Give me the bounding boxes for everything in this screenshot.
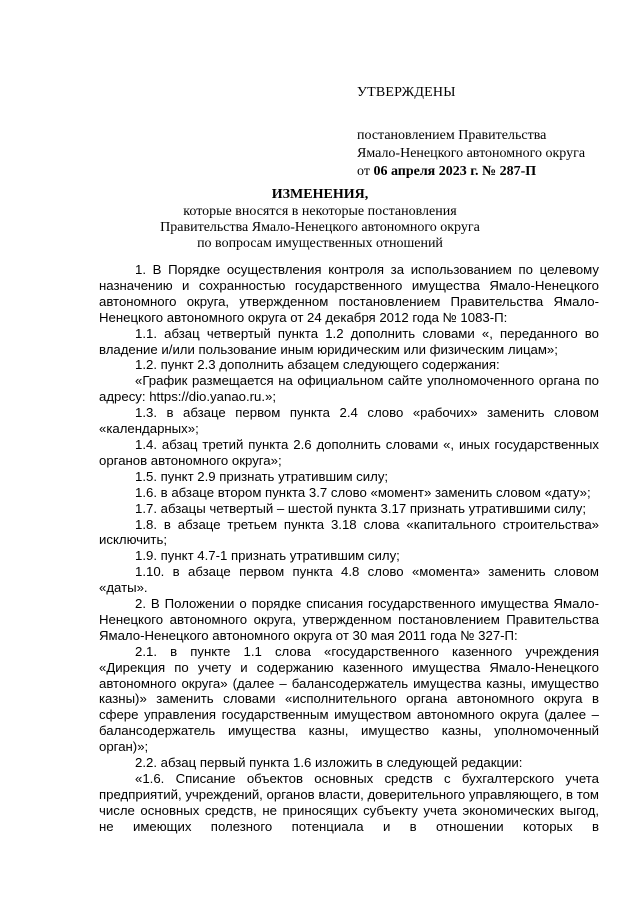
heading-line: Правительства Ямало-Ненецкого автономного округа — [160, 220, 480, 235]
paragraph-1-7: 1.7. абзацы четвертый – шестой пункта 3.17 признать утратившими силу; — [135, 500, 587, 516]
approval-date-number: 06 апреля 2023 г. № 287-П — [373, 164, 537, 179]
document-title: ИЗМЕНЕНИЯ, — [271, 187, 369, 202]
paragraph-2: 2. В Положении о порядке списания государственного имущества Ямало-Ненецкого автономного округа, утвержденном постановлением Правительства Ямало-Ненецкого автономного округа от 30 мая 2011 года № 327-П: — [99, 596, 599, 643]
paragraph-1-2-quote: «График размещается на официальном сайте уполномоченного органа по адресу: https://dio.yanao.ru.»; — [99, 373, 599, 405]
heading-line: которые вносятся в некоторые постановления — [183, 204, 457, 219]
approval-line-2: Ямало-Ненецкого автономного округа — [357, 146, 586, 161]
paragraph-1: 1. В Порядке осуществления контроля за использованием по целевому назначению и сохранностью государственного имущества Ямало-Ненецкого автономного округа, утвержденном постановлением Правительства Ямало-Ненецкого автономного округа от 24 декабря 2012 года № 1083-П: — [99, 262, 599, 325]
approval-date-prefix: от — [357, 164, 370, 179]
approval-date-line — [357, 163, 585, 181]
paragraph-1-8: 1.8. в абзаце третьем пункта 3.18 слова «капитального строительства» исключить; — [99, 516, 599, 548]
paragraph-1-2: 1.2. пункт 2.3 дополнить абзацем следующего содержания: — [135, 357, 500, 373]
paragraph-1-10: 1.10. в абзаце первом пункта 4.8 слово «момента» заменить словом «даты». — [99, 564, 599, 596]
document-body — [99, 262, 599, 835]
paragraph-1-5: 1.5. пункт 2.9 признать утратившим силу; — [135, 468, 389, 484]
paragraph-1-9: 1.9. пункт 4.7-1 признать утратившим силу; — [135, 548, 400, 564]
document-heading — [100, 187, 540, 252]
paragraph-1-4: 1.4. абзац третий пункта 2.6 дополнить словами «, иных государственных органов автономного округа»; — [99, 436, 599, 468]
paragraph-1-6: 1.6. в абзаце втором пункта 3.7 слово «момент» заменить словом «дату»; — [135, 484, 591, 500]
paragraph-1-1: 1.1. абзац четвертый пункта 1.2 дополнить словами «, переданного во владение и/или пользование иным юридическим или физическим лицам»; — [99, 325, 599, 357]
approval-line-1: постановлением Правительства — [357, 128, 547, 143]
approval-title: УТВЕРЖДЕНЫ — [357, 85, 456, 100]
approval-block — [357, 84, 585, 181]
paragraph-1-3: 1.3. в абзаце первом пункта 2.4 слово «рабочих» заменить словом «календарных»; — [99, 405, 599, 437]
paragraph-2-1: 2.1. в пункте 1.1 слова «государственного казенного учреждения «Дирекция по учету и содержанию казенного имущества Ямало-Ненецкого автономного округа» (далее – балансодержатель имущества казны, имущество казны)» заменить словами «исполнительного органа автономного округа в сфере управления государственным имуществом автономного округа (далее – балансодержатель имущества казны, имущество казны, уполномоченный орган)»; — [99, 643, 599, 755]
paragraph-2-2: 2.2. абзац первый пункта 1.6 изложить в следующей редакции: — [135, 755, 523, 771]
heading-line: по вопросам имущественных отношений — [197, 236, 443, 251]
paragraph-2-2-quote: «1.6. Списание объектов основных средств с бухгалтерского учета предприятий, учреждений, органов власти, доверительного управляющего, в том числе основных средств, не приносящих субъекту учета экономических выгод, не имеющих полезного потенциала и в отношении которых в — [99, 771, 599, 834]
